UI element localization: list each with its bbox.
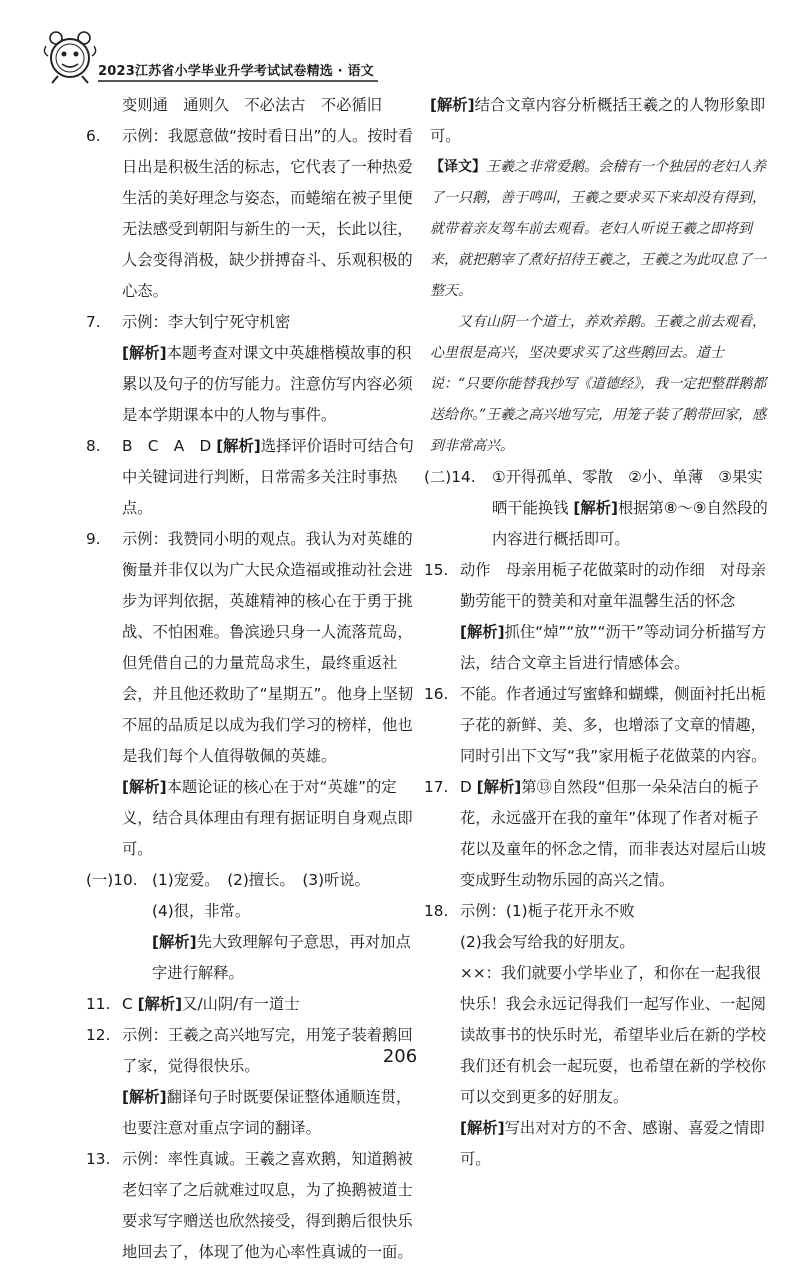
- question-number: 16.: [424, 685, 449, 703]
- analysis-tag: [解析]: [122, 778, 167, 796]
- answer-text: (4)很，非常。: [152, 902, 251, 920]
- analysis-text: 本题考查对课文中英雄楷模故事的积累以及句子的仿写能力。注意仿写内容必须是本学期课本中的人物与事件。: [122, 344, 413, 424]
- analysis: [430, 90, 772, 152]
- analysis-tag: [解析]: [573, 499, 618, 517]
- analysis-tag: [解析]: [216, 437, 261, 455]
- question-18: [424, 896, 772, 1175]
- question-number: 18.: [424, 902, 449, 920]
- analysis-tag: [解析]: [460, 623, 505, 641]
- question-12: [86, 1020, 422, 1144]
- analysis-tag: [解析]: [430, 96, 475, 114]
- analysis-tag: [解析]: [137, 995, 183, 1013]
- analysis-text: 抓住“焯”“放”“沥干”等动词分析描写方法，结合文章主旨进行情感体会。: [460, 623, 767, 672]
- analysis-text: 先大致理解句子意思，再对加点字进行解释。: [152, 933, 411, 982]
- question-16: [424, 679, 772, 772]
- question-8: [86, 431, 422, 524]
- right-column: [424, 90, 772, 1175]
- analysis-tag: [解析]: [152, 933, 197, 951]
- question-13: [86, 1144, 422, 1268]
- translation-text: 王羲之非常爱鹅。会稽有一个独居的老妇人养了一只鹅，善于鸣叫，王羲之要求买下来却没有得到，就带着亲友驾车前去观看。老妇人听说王羲之即将到来，就把鹅宰了煮好招待王羲之，王羲之为此叹息了一整天。: [430, 159, 766, 299]
- question-9: [86, 524, 422, 865]
- answer-text: (2)我会写给我的好朋友。: [460, 933, 635, 951]
- question-15: [424, 555, 772, 679]
- answer-text: ××：我们就要小学毕业了，和你在一起我很快乐！我会永远记得我们一起写作业、一起阅读故事书的快乐时光，希望毕业后在新的学校我们还有机会一起玩耍，也希望在新的学校你可以交到更多的好朋友。: [460, 964, 766, 1106]
- question-number: 11.: [86, 995, 111, 1013]
- answer-text: (1)宠爱。 (2)擅长。 (3)听说。: [152, 871, 370, 889]
- question-6: [86, 121, 422, 307]
- analysis-tag: [解析]: [122, 1088, 167, 1106]
- analysis-text: 根据第⑧～⑨自然段的内容进行概括即可。: [492, 499, 768, 548]
- analysis: [122, 772, 422, 865]
- question-number: 9.: [86, 530, 101, 548]
- question-number: (二)14.: [424, 468, 476, 486]
- question-number: 12.: [86, 1026, 111, 1044]
- analysis: [460, 617, 772, 679]
- question-number: 13.: [86, 1150, 111, 1168]
- question-10: [86, 865, 422, 989]
- question-17: [424, 772, 772, 896]
- translation-paragraph: [430, 152, 772, 307]
- left-column: [86, 90, 422, 1268]
- analysis: [460, 772, 772, 896]
- answer-text: ①开得孤单、零散 ②小、单薄 ③果实晒干能换钱: [492, 468, 763, 517]
- analysis: [122, 1082, 422, 1144]
- question-11: [86, 989, 422, 1020]
- header-title: 2023江苏省小学毕业升学考试试卷精选 · 语文: [98, 64, 374, 79]
- analysis-tag: [解析]: [476, 778, 522, 796]
- page-number: 206: [382, 1046, 418, 1067]
- answer-line: 变则通 通则久 不必法古 不必循旧: [122, 96, 383, 114]
- analysis: [152, 927, 422, 989]
- answer-text: 示例：我愿意做“按时看日出”的人。按时看日出是积极生活的标志，它代表了一种热爱生活的美好理念与姿态，而蜷缩在被子里便无法感受到朝阳与新生的一天，长此以往，人会变得消极，缺少拼搏奋斗、乐观积极的心态。: [122, 127, 414, 300]
- analysis: [492, 462, 772, 555]
- analysis: [122, 989, 422, 1020]
- analysis-text: 本题论证的核心在于对“英雄”的定义，结合具体理由有理有据证明自身观点即可。: [122, 778, 413, 858]
- question-7: [86, 307, 422, 431]
- answer-text: 示例：李大钊宁死守机密: [122, 313, 291, 331]
- question-number: 6.: [86, 127, 101, 145]
- header-rule: [98, 80, 378, 82]
- answer-text: 不能。作者通过写蜜蜂和蝴蝶，侧面衬托出栀子花的新鲜、美、多，也增添了文章的情趣，同时引出下文写“我”家用栀子花做菜的内容。: [460, 685, 767, 765]
- question-number: (一)10.: [86, 871, 138, 889]
- question-14: [424, 462, 772, 555]
- question-number: 8.: [86, 437, 101, 455]
- page-header: [40, 28, 374, 88]
- analysis-text: 又/山阴/有一道士: [182, 995, 300, 1013]
- analysis-text: 第⑬自然段“但那一朵朵洁白的栀子花，永远盛开在我的童年”体现了作者对栀子花以及童年的怀念之情，而非表达对屋后山坡变成野生动物乐园的高兴之情。: [460, 778, 766, 889]
- question-number: 7.: [86, 313, 101, 331]
- analysis-text: 翻译句子时既要保证整体通顺连贯，也要注意对重点字词的翻译。: [122, 1088, 412, 1137]
- analysis-text: 选择评价语时可结合句中关键词进行判断，日常需多关注时事热点。: [122, 437, 414, 517]
- alarm-clock-mascot-icon: [40, 28, 100, 84]
- answer-text: 示例：我赞同小明的观点。我认为对英雄的衡量并非仅以为广大民众造福或推动社会进步为评判依据，英雄精神的核心在于勇于挑战、不怕困难。鲁滨逊只身一人流落荒岛，但凭借自己的力量荒岛求生，最终重返社会，并且他还救助了“星期五”。他身上坚韧不屈的品质足以成为我们学习的榜样，他也是我们每个人值得敬佩的英雄。: [122, 530, 414, 765]
- analysis-text: 结合文章内容分析概括王羲之的人物形象即可。: [430, 96, 766, 145]
- analysis-text: 写出对对方的不舍、感谢、喜爱之情即可。: [460, 1119, 765, 1168]
- answer-text: 示例：王羲之高兴地写完，用笼子装着鹅回了家，觉得很快乐。: [122, 1026, 413, 1075]
- question-number: 17.: [424, 778, 449, 796]
- answer-text: B C A D: [122, 437, 212, 455]
- answer-text: 示例：(1)栀子花开永不败: [460, 902, 635, 920]
- analysis: [460, 1113, 772, 1175]
- analysis-tag: [解析]: [122, 344, 167, 362]
- analysis: [122, 338, 422, 431]
- answer-text: C: [122, 995, 133, 1013]
- analysis-tag: [解析]: [460, 1119, 505, 1137]
- translation-paragraph: 又有山阴一个道士，养欢养鹅。王羲之前去观看，心里很是高兴，坚决要求买了这些鹅回去。道士说：“只要你能替我抄写《道德经》，我一定把整群鹅都送给你。”王羲之高兴地写完，用笼子装了鹅带回家，感到非常高兴。: [430, 314, 767, 454]
- analysis: [122, 431, 422, 524]
- translation-tag: 【译文】: [430, 159, 486, 175]
- answer-text: D: [460, 778, 472, 796]
- answer-text: 动作 母亲用栀子花做菜时的动作细 对母亲勤劳能干的赞美和对童年温馨生活的怀念: [460, 561, 766, 610]
- answer-text: 示例：率性真诚。王羲之喜欢鹅，知道鹅被老妇宰了之后就难过叹息，为了换鹅被道士要求写字赠送也欣然接受，得到鹅后很快乐地回去了，体现了他为心率性真诚的一面。: [122, 1150, 413, 1261]
- question-number: 15.: [424, 561, 449, 579]
